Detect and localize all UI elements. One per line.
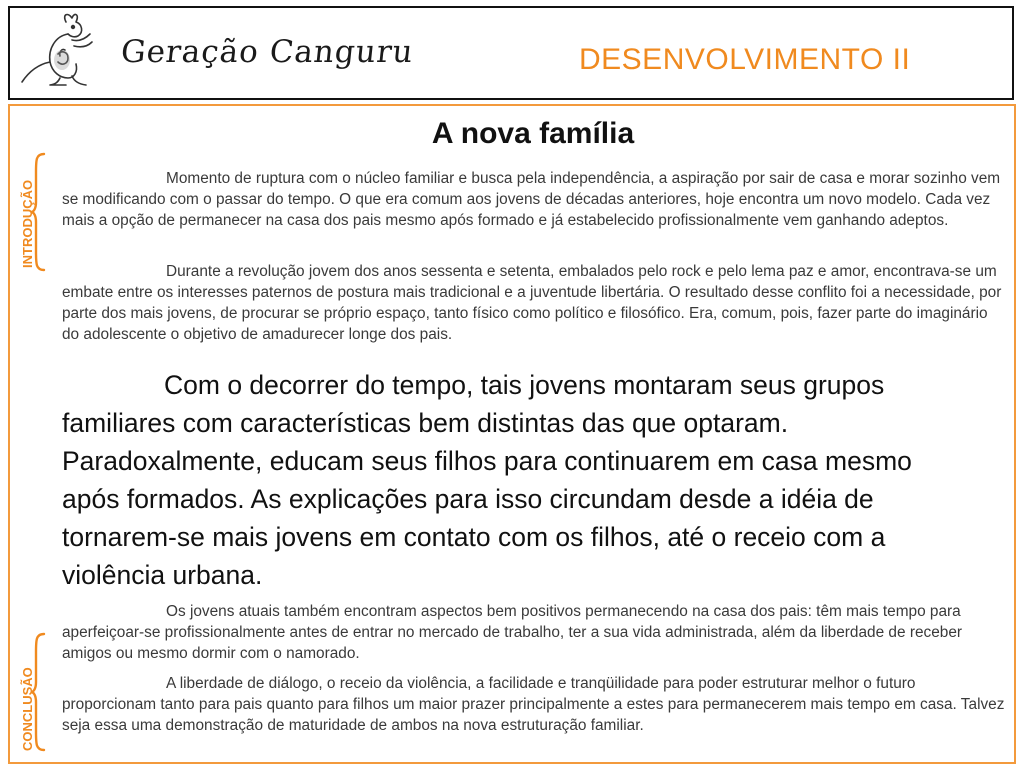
conclusion-brace-icon: [30, 632, 46, 752]
paragraph-development: Com o decorrer do tempo, tais jovens montaram seus grupos familiares com características bem distintas das que optaram. Paradoxalmente, educam seus filhos para continuarem em casa mesmo após formados. As explicações para isso circundam desde a idéia de tornarem-se mais jovens em contato com os filhos, até o receio com a violência urbana.: [62, 370, 912, 590]
section-title: DESENVOLVIMENTO II: [579, 43, 911, 76]
paragraph-conclusion-2: A liberdade de diálogo, o receio da violência, a facilidade e tranqüilidade para poder estruturar melhor o futuro proporcionam tanto para pais quanto para filhos um maior prazer principalmente a estes para permanecerem mais tempo em casa. Talvez seja essa uma demonstração de maturidade de ambos na nova estruturação familiar.: [62, 675, 1005, 734]
paragraph-conclusion-1: Os jovens atuais também encontram aspectos bem positivos permanecendo na casa dos pais: têm mais tempo para aperfeiçoar-se profissionalmente antes de entrar no mercado de trabalho, ter a sua vida administrada, além da liberdade de receber amigos ou mesmo dormir com o namorado.: [62, 603, 963, 662]
kangaroo-icon: [16, 8, 100, 88]
article-title: A nova família: [431, 117, 635, 150]
brand-title: Geração Canguru: [119, 34, 416, 70]
conclusion-label: CONCLUSÃO: [20, 667, 35, 751]
paragraph-intro-1: Momento de ruptura com o núcleo familiar e busca pela independência, a aspiração por sair de casa e morar sozinho vem se modificando com o passar do tempo. O que era comum aos jovens de décadas anteriores, hoje encontra um novo modelo. Cada vez mais a opção de permanecer na casa dos pais mesmo após formado e já estabelecido profissionalmente vem ganhando adeptos.: [62, 170, 1001, 229]
intro-brace-icon: [30, 152, 46, 272]
paragraph-intro-2: Durante a revolução jovem dos anos sessenta e setenta, embalados pelo rock e pelo lema paz e amor, encontrava-se um embate entre os interesses paternos de postura mais tradicional e a juventude libertária. O resultado desse conflito foi a necessidade, por parte dos mais jovens, de procurar se próprio espaço, tanto físico como político e filosófico. Era, comum, pois, fazer parte do imaginário do adolescente o objetivo de amadurecer longe dos pais.: [62, 263, 1002, 343]
intro-label: INTRODUÇÃO: [20, 179, 35, 268]
